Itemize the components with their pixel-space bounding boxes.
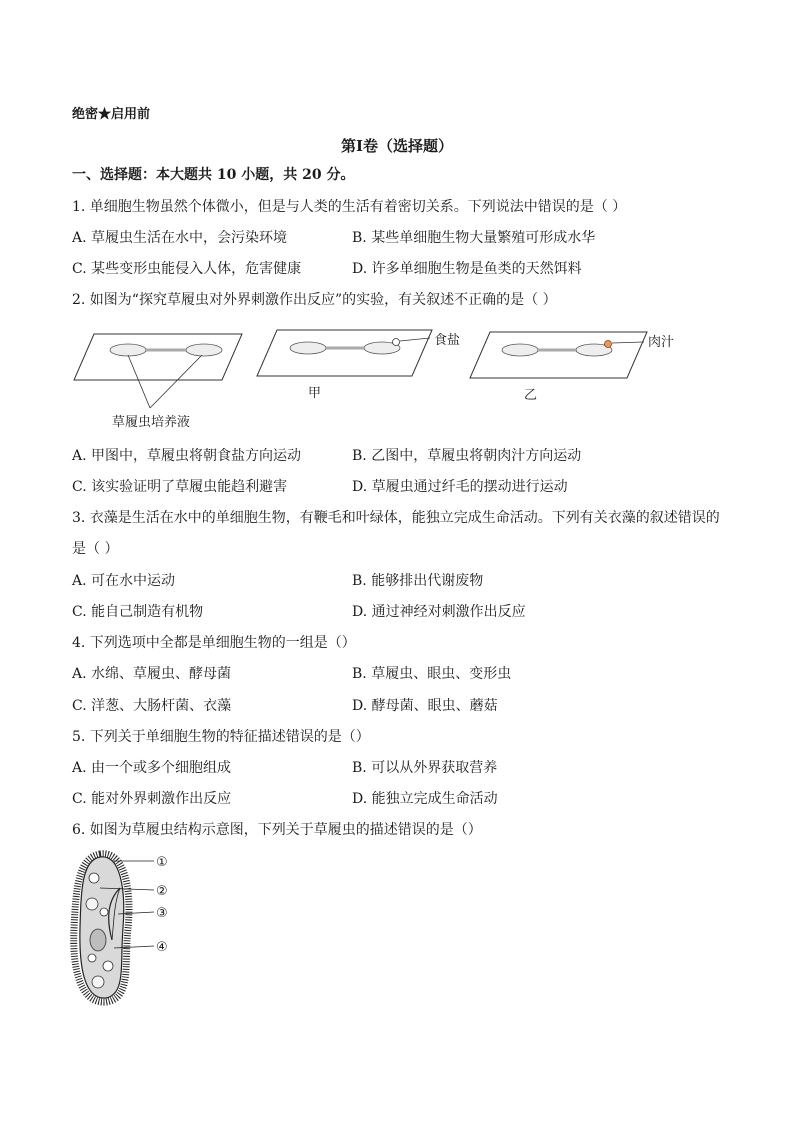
q3-option-c: C. 能自己制造有机物 xyxy=(72,604,204,620)
q2-option-c: C. 该实验证明了草履虫能趋利避害 xyxy=(72,479,288,495)
paramecium-experiment-figure xyxy=(72,322,712,434)
slide-control xyxy=(74,334,242,408)
q1-option-b: B. 某些单细胞生物大量繁殖可形成水华 xyxy=(352,230,596,246)
q5-option-b: B. 可以从外界获取营养 xyxy=(352,760,498,776)
yi-label: 乙 xyxy=(524,388,538,403)
broth-label: 肉汁 xyxy=(648,335,675,350)
structure-label-3: ③ xyxy=(156,906,168,921)
part-heading: 一、选择题：本大题共 10 小题，共 20 分。 xyxy=(72,167,355,183)
question-3-stem-line-2: 是（ ） xyxy=(72,541,119,557)
q4-option-c: C. 洋葱、大肠杆菌、衣藻 xyxy=(72,698,232,714)
broth-drop-icon xyxy=(605,341,612,348)
salt-label: 食盐 xyxy=(434,333,461,348)
slide-yi xyxy=(470,332,647,378)
q1-option-a: A. 草履虫生活在水中，会污染环境 xyxy=(72,230,288,246)
q2-option-a: A. 甲图中，草履虫将朝食盐方向运动 xyxy=(72,448,302,464)
structure-label-2: ② xyxy=(156,884,168,899)
salt-crystal-icon xyxy=(393,339,400,346)
q3-option-b: B. 能够排出代谢废物 xyxy=(352,573,484,589)
q5-option-d: D. 能独立完成生命活动 xyxy=(352,791,498,807)
q5-option-a: A. 由一个或多个细胞组成 xyxy=(72,760,232,776)
question-3-stem-line-1: 3. 衣藻是生活在水中的单细胞生物，有鞭毛和叶绿体，能独立完成生命活动。下列有关衣藻的叙述错误的 xyxy=(72,510,720,526)
structure-label-1: ① xyxy=(156,855,168,870)
structure-label-4: ④ xyxy=(156,940,168,955)
jia-label: 甲 xyxy=(308,386,322,401)
q4-option-d: D. 酵母菌、眼虫、蘑菇 xyxy=(352,698,498,714)
q5-option-c: C. 能对外界刺激作出反应 xyxy=(72,791,232,807)
q2-option-b: B. 乙图中，草履虫将朝肉汁方向运动 xyxy=(352,448,582,464)
question-4-stem: 4. 下列选项中全都是单细胞生物的一组是（） xyxy=(72,635,356,651)
q4-option-b: B. 草履虫、眼虫、变形虫 xyxy=(352,666,512,682)
confidential-header: 绝密★启用前 xyxy=(72,107,151,122)
slide-jia xyxy=(257,330,432,376)
culture-label: 草履虫培养液 xyxy=(112,415,191,430)
question-1-stem: 1. 单细胞生物虽然个体微小，但是与人类的生活有着密切关系。下列说法中错误的是（ ） xyxy=(72,199,627,215)
q1-option-c: C. 某些变形虫能侵入人体，危害健康 xyxy=(72,261,302,277)
q4-option-a: A. 水绵、草履虫、酵母菌 xyxy=(72,666,232,682)
section-title: 第Ⅰ卷（选择题） xyxy=(340,137,454,155)
question-5-stem: 5. 下列关于单细胞生物的特征描述错误的是（） xyxy=(72,729,370,745)
q1-option-d: D. 许多单细胞生物是鱼类的天然饵料 xyxy=(352,261,582,277)
question-6-stem: 6. 如图为草履虫结构示意图，下列关于草履虫的描述错误的是（） xyxy=(72,822,482,838)
q3-option-a: A. 可在水中运动 xyxy=(72,573,176,589)
question-2-stem: 2. 如图为“探究草履虫对外界刺激作出反应”的实验，有关叙述不正确的是（ ） xyxy=(72,292,557,308)
q3-option-d: D. 通过神经对刺激作出反应 xyxy=(352,604,526,620)
paramecium-structure-figure xyxy=(62,848,182,1010)
q2-option-d: D. 草履虫通过纤毛的摆动进行运动 xyxy=(352,479,568,495)
